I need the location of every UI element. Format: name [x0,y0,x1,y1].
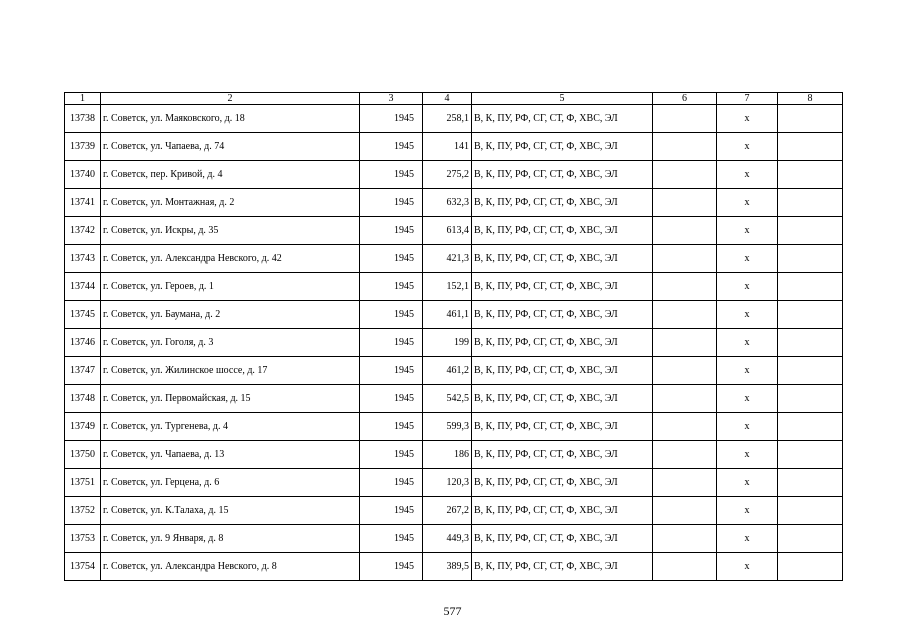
col8-cell [778,385,843,413]
col6-cell [653,413,717,441]
systems-cell: В, К, ПУ, РФ, СГ, СТ, Ф, ХВС, ЭЛ [472,189,653,217]
col8-cell [778,497,843,525]
table-row [65,553,843,581]
table-row [65,133,843,161]
year-cell: 1945 [360,441,423,469]
col8-cell [778,217,843,245]
table-row [65,441,843,469]
col7-cell: х [717,553,778,581]
row-id: 13752 [65,497,101,525]
systems-cell: В, К, ПУ, РФ, СГ, СТ, Ф, ХВС, ЭЛ [472,497,653,525]
table-row [65,385,843,413]
col6-cell [653,217,717,245]
systems-cell: В, К, ПУ, РФ, СГ, СТ, Ф, ХВС, ЭЛ [472,413,653,441]
col6-cell [653,273,717,301]
col7-cell: х [717,329,778,357]
systems-cell: В, К, ПУ, РФ, СГ, СТ, Ф, ХВС, ЭЛ [472,441,653,469]
col7-cell: х [717,441,778,469]
address-cell: г. Советск, ул. Жилинское шоссе, д. 17 [101,357,360,385]
area-cell: 461,2 [423,357,472,385]
row-id: 13751 [65,469,101,497]
area-cell: 599,3 [423,413,472,441]
col6-cell [653,441,717,469]
systems-cell: В, К, ПУ, РФ, СГ, СТ, Ф, ХВС, ЭЛ [472,133,653,161]
row-id: 13747 [65,357,101,385]
col7-cell: х [717,161,778,189]
area-cell: 120,3 [423,469,472,497]
systems-cell: В, К, ПУ, РФ, СГ, СТ, Ф, ХВС, ЭЛ [472,273,653,301]
address-cell: г. Советск, ул. Баумана, д. 2 [101,301,360,329]
col7-cell: х [717,217,778,245]
col7-cell: х [717,133,778,161]
col6-cell [653,189,717,217]
address-cell: г. Советск, ул. 9 Января, д. 8 [101,525,360,553]
row-id: 13744 [65,273,101,301]
area-cell: 267,2 [423,497,472,525]
address-cell: г. Советск, ул. Чапаева, д. 74 [101,133,360,161]
col8-cell [778,357,843,385]
address-cell: г. Советск, ул. К.Талаха, д. 15 [101,497,360,525]
systems-cell: В, К, ПУ, РФ, СГ, СТ, Ф, ХВС, ЭЛ [472,105,653,133]
row-id: 13745 [65,301,101,329]
header-cell: 3 [360,93,423,105]
col6-cell [653,161,717,189]
col8-cell [778,553,843,581]
year-cell: 1945 [360,301,423,329]
table-row [65,357,843,385]
header-row [65,93,843,105]
table-row [65,497,843,525]
header-cell: 6 [653,93,717,105]
page-number: 577 [443,604,462,618]
year-cell: 1945 [360,357,423,385]
area-cell: 461,1 [423,301,472,329]
area-cell: 258,1 [423,105,472,133]
col8-cell [778,525,843,553]
year-cell: 1945 [360,413,423,441]
area-cell: 389,5 [423,553,472,581]
year-cell: 1945 [360,105,423,133]
col7-cell: х [717,413,778,441]
col8-cell [778,245,843,273]
systems-cell: В, К, ПУ, РФ, СГ, СТ, Ф, ХВС, ЭЛ [472,469,653,497]
table-row [65,217,843,245]
row-id: 13748 [65,385,101,413]
row-id: 13746 [65,329,101,357]
row-id: 13739 [65,133,101,161]
address-cell: г. Советск, ул. Александра Невского, д. 42 [101,245,360,273]
systems-cell: В, К, ПУ, РФ, СГ, СТ, Ф, ХВС, ЭЛ [472,385,653,413]
col6-cell [653,245,717,273]
header-cell: 8 [778,93,843,105]
address-cell: г. Советск, ул. Маяковского, д. 18 [101,105,360,133]
col8-cell [778,189,843,217]
table-row [65,301,843,329]
year-cell: 1945 [360,273,423,301]
col7-cell: х [717,245,778,273]
registry-table [64,92,843,581]
col7-cell: х [717,525,778,553]
address-cell: г. Советск, ул. Искры, д. 35 [101,217,360,245]
table-row [65,413,843,441]
table-row [65,273,843,301]
col8-cell [778,329,843,357]
col8-cell [778,301,843,329]
year-cell: 1945 [360,385,423,413]
area-cell: 152,1 [423,273,472,301]
col8-cell [778,133,843,161]
address-cell: г. Советск, ул. Гоголя, д. 3 [101,329,360,357]
year-cell: 1945 [360,525,423,553]
address-cell: г. Советск, ул. Александра Невского, д. 8 [101,553,360,581]
systems-cell: В, К, ПУ, РФ, СГ, СТ, Ф, ХВС, ЭЛ [472,329,653,357]
col7-cell: х [717,385,778,413]
col6-cell [653,553,717,581]
area-cell: 542,5 [423,385,472,413]
col8-cell [778,469,843,497]
address-cell: г. Советск, ул. Герцена, д. 6 [101,469,360,497]
col7-cell: х [717,497,778,525]
systems-cell: В, К, ПУ, РФ, СГ, СТ, Ф, ХВС, ЭЛ [472,301,653,329]
address-cell: г. Советск, пер. Кривой, д. 4 [101,161,360,189]
area-cell: 632,3 [423,189,472,217]
row-id: 13753 [65,525,101,553]
systems-cell: В, К, ПУ, РФ, СГ, СТ, Ф, ХВС, ЭЛ [472,217,653,245]
col6-cell [653,357,717,385]
col7-cell: х [717,357,778,385]
row-id: 13750 [65,441,101,469]
header-cell: 1 [65,93,101,105]
col7-cell: х [717,189,778,217]
row-id: 13743 [65,245,101,273]
header-cell: 5 [472,93,653,105]
col6-cell [653,469,717,497]
area-cell: 186 [423,441,472,469]
row-id: 13738 [65,105,101,133]
header-cell: 4 [423,93,472,105]
col6-cell [653,105,717,133]
year-cell: 1945 [360,217,423,245]
year-cell: 1945 [360,245,423,273]
year-cell: 1945 [360,497,423,525]
area-cell: 449,3 [423,525,472,553]
systems-cell: В, К, ПУ, РФ, СГ, СТ, Ф, ХВС, ЭЛ [472,357,653,385]
col6-cell [653,525,717,553]
year-cell: 1945 [360,133,423,161]
row-id: 13740 [65,161,101,189]
address-cell: г. Советск, ул. Монтажная, д. 2 [101,189,360,217]
table-row [65,469,843,497]
systems-cell: В, К, ПУ, РФ, СГ, СТ, Ф, ХВС, ЭЛ [472,245,653,273]
area-cell: 613,4 [423,217,472,245]
header-cell: 2 [101,93,360,105]
col6-cell [653,497,717,525]
col6-cell [653,329,717,357]
col6-cell [653,301,717,329]
area-cell: 141 [423,133,472,161]
col7-cell: х [717,105,778,133]
row-id: 13741 [65,189,101,217]
table-row [65,105,843,133]
year-cell: 1945 [360,329,423,357]
area-cell: 421,3 [423,245,472,273]
year-cell: 1945 [360,553,423,581]
area-cell: 275,2 [423,161,472,189]
col7-cell: х [717,301,778,329]
table-row [65,245,843,273]
table-row [65,329,843,357]
address-cell: г. Советск, ул. Героев, д. 1 [101,273,360,301]
col6-cell [653,133,717,161]
col8-cell [778,273,843,301]
row-id: 13754 [65,553,101,581]
col6-cell [653,385,717,413]
col8-cell [778,161,843,189]
row-id: 13749 [65,413,101,441]
row-id: 13742 [65,217,101,245]
table-row [65,161,843,189]
address-cell: г. Советск, ул. Чапаева, д. 13 [101,441,360,469]
address-cell: г. Советск, ул. Первомайская, д. 15 [101,385,360,413]
systems-cell: В, К, ПУ, РФ, СГ, СТ, Ф, ХВС, ЭЛ [472,553,653,581]
year-cell: 1945 [360,189,423,217]
systems-cell: В, К, ПУ, РФ, СГ, СТ, Ф, ХВС, ЭЛ [472,161,653,189]
systems-cell: В, К, ПУ, РФ, СГ, СТ, Ф, ХВС, ЭЛ [472,525,653,553]
col8-cell [778,105,843,133]
col8-cell [778,441,843,469]
col7-cell: х [717,469,778,497]
table-row [65,189,843,217]
col8-cell [778,413,843,441]
area-cell: 199 [423,329,472,357]
header-cell: 7 [717,93,778,105]
year-cell: 1945 [360,161,423,189]
table-row [65,525,843,553]
col7-cell: х [717,273,778,301]
year-cell: 1945 [360,469,423,497]
address-cell: г. Советск, ул. Тургенева, д. 4 [101,413,360,441]
